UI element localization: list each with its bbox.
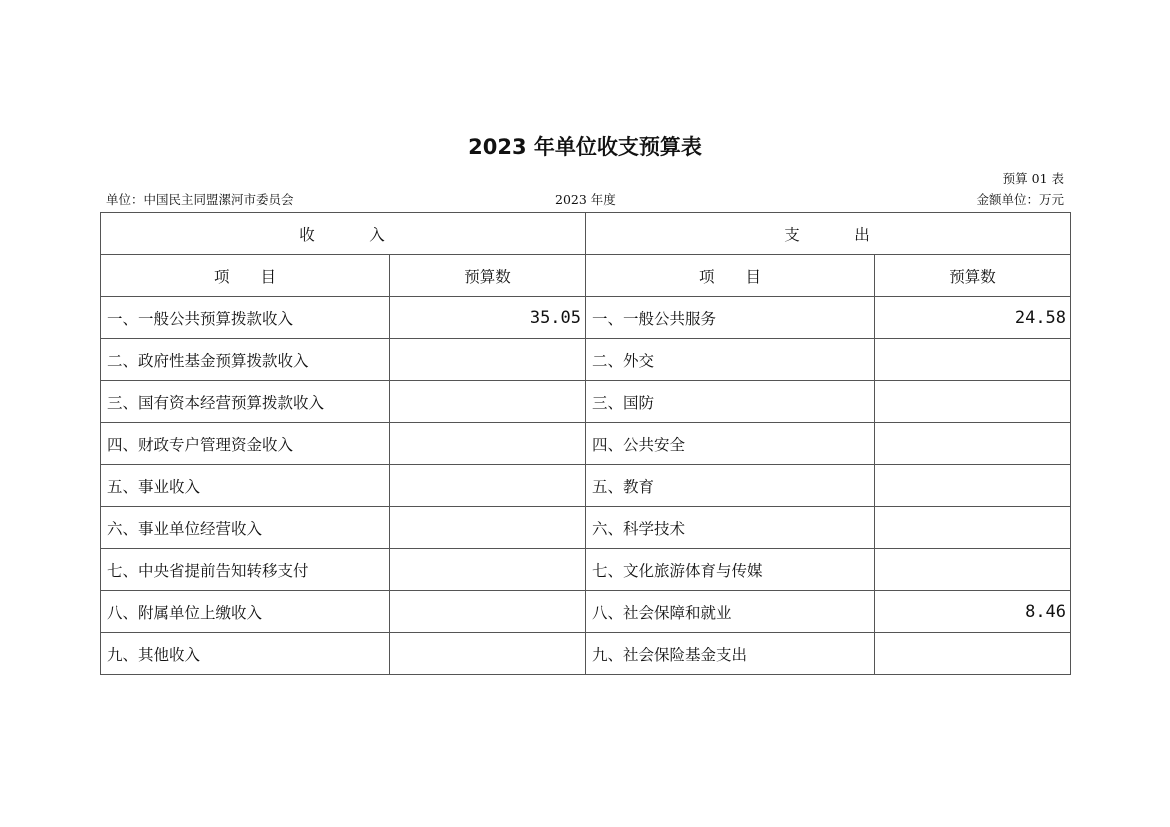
income-amount [390,549,586,591]
expense-amount: 24.58 [875,297,1071,339]
expense-item: 六、科学技术 [586,507,875,549]
form-code: 预算 01 表 [1002,171,1064,186]
expense-item: 二、外交 [586,339,875,381]
income-item: 一、一般公共预算拨款收入 [101,297,390,339]
table-row [101,381,1071,423]
table-row [101,549,1071,591]
income-item: 七、中央省提前告知转移支付 [101,549,390,591]
expense-amount-header: 预算数 [875,255,1071,297]
expense-item: 四、公共安全 [586,423,875,465]
table-row [101,339,1071,381]
table-row [101,633,1071,675]
income-amount-header: 预算数 [390,255,586,297]
table-row [101,297,1071,339]
expense-item: 三、国防 [586,381,875,423]
section-header-row [101,213,1071,255]
expense-item: 五、教育 [586,465,875,507]
income-item: 四、财政专户管理资金收入 [101,423,390,465]
income-amount [390,381,586,423]
expense-amount [875,339,1071,381]
currency-label: 金额单位：万元 [976,192,1064,207]
table-row [101,591,1071,633]
income-header: 收 入 [101,213,586,255]
income-amount: 35.05 [390,297,586,339]
year-label: 2023 年度 [555,192,616,207]
expense-item: 一、一般公共服务 [586,297,875,339]
expense-amount [875,423,1071,465]
income-item: 三、国有资本经营预算拨款收入 [101,381,390,423]
table-row [101,465,1071,507]
income-amount [390,633,586,675]
income-amount [390,507,586,549]
expense-amount [875,507,1071,549]
income-amount [390,591,586,633]
income-amount [390,423,586,465]
income-item: 八、附属单位上缴收入 [101,591,390,633]
income-amount [390,339,586,381]
income-item: 二、政府性基金预算拨款收入 [101,339,390,381]
page-title: 2023 年单位收支预算表 [468,135,702,159]
expense-item: 九、社会保险基金支出 [586,633,875,675]
expense-amount [875,465,1071,507]
expense-amount: 8.46 [875,591,1071,633]
budget-table [100,212,1071,675]
expense-amount [875,549,1071,591]
expense-item-header: 项 目 [586,255,875,297]
income-item: 九、其他收入 [101,633,390,675]
table-row [101,423,1071,465]
income-item: 六、事业单位经营收入 [101,507,390,549]
expense-amount [875,633,1071,675]
income-item: 五、事业收入 [101,465,390,507]
income-item-header: 项 目 [101,255,390,297]
expense-amount [875,381,1071,423]
column-header-row [101,255,1071,297]
expense-item: 七、文化旅游体育与传媒 [586,549,875,591]
expense-item: 八、社会保障和就业 [586,591,875,633]
unit-label: 单位：中国民主同盟漯河市委员会 [106,192,294,207]
income-amount [390,465,586,507]
expense-header: 支 出 [586,213,1071,255]
table-row [101,507,1071,549]
